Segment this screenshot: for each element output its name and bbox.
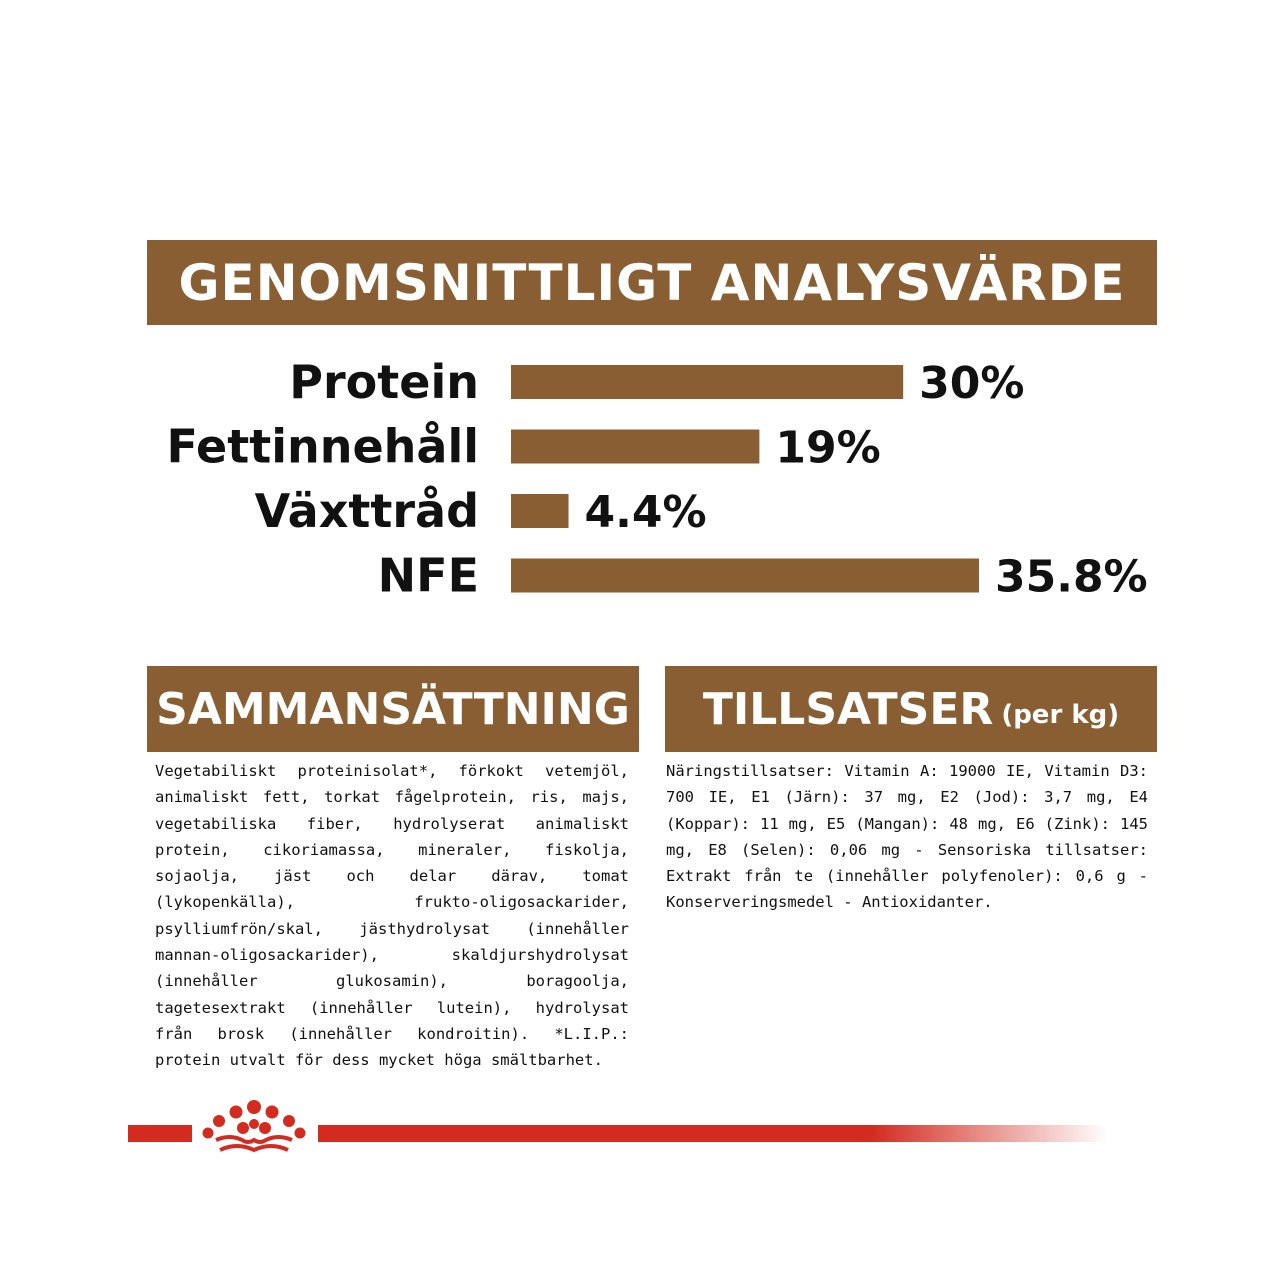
bar-value-label: 19% [775, 422, 881, 474]
analysis-title: GENOMSNITTLIGT ANALYSVÄRDE [178, 253, 1126, 312]
bar-value-label: 30% [919, 358, 1025, 409]
composition-text: Vegetabiliskt proteinisolat*, förkokt vetemjöl, animaliskt fett, torkat fågelprotein, ris, majs, vegetabiliska fiber, hydrolyserat animaliskt protein, cikoriamassa, mineraler, fiskolja, sojaolja, jäst och delar därav, tomat (lykopenkälla), frukto-oligosackarider, psylliumfrön/skal, jästhydrolysat (innehåller mannan-oligosackarider), skaldjurshydrolysat (innehåller glukosamin), boragoolja, tagetesextrakt (innehåller lutein), hydrolysat från brosk (innehåller kondroitin). *L.I.P.: protein utvalt för dess mycket höga smältbarhet. [155, 762, 629, 1070]
additives-title: TILLSATSER [702, 683, 994, 735]
additives-title-suffix: (per kg) [1001, 700, 1120, 730]
additives-text: Näringstillsatser: Vitamin A: 19000 IE, Vitamin D3: 700 IE, E1 (Järn): 37 mg, E2 (Jod): 3,7 mg, E4 (Koppar): 11 mg, E5 (Mangan): 48 mg, E6 (Zink): 145 mg, E8 (Selen): 0,06 mg - Sensoriska tillsatser: Extrakt från te (innehåller polyfenoler): 0,6 g - Konserveringsmedel - Antioxidanter. [666, 762, 1148, 912]
bar [511, 365, 903, 399]
analysis-title-banner [147, 240, 1157, 325]
bar-value-label: 4.4% [584, 487, 707, 538]
bar-category-label: NFE [377, 548, 479, 603]
footer-line-right [318, 1125, 1108, 1142]
bar [511, 559, 979, 593]
bar [511, 430, 759, 464]
bar-category-label: Växttråd [254, 484, 479, 538]
composition-title: SAMMANSÄTTNING [156, 683, 630, 735]
bar-value-label: 35.8% [995, 551, 1148, 603]
additives-title-banner [665, 666, 1157, 752]
bar-category-label: Protein [289, 355, 479, 409]
composition-title-banner [147, 666, 639, 752]
crown-icon [198, 1098, 310, 1160]
bar [511, 494, 569, 528]
bar-category-label: Fettinnehåll [166, 419, 479, 474]
footer-line-left [128, 1125, 192, 1142]
analysis-bar-chart [0, 340, 1286, 620]
